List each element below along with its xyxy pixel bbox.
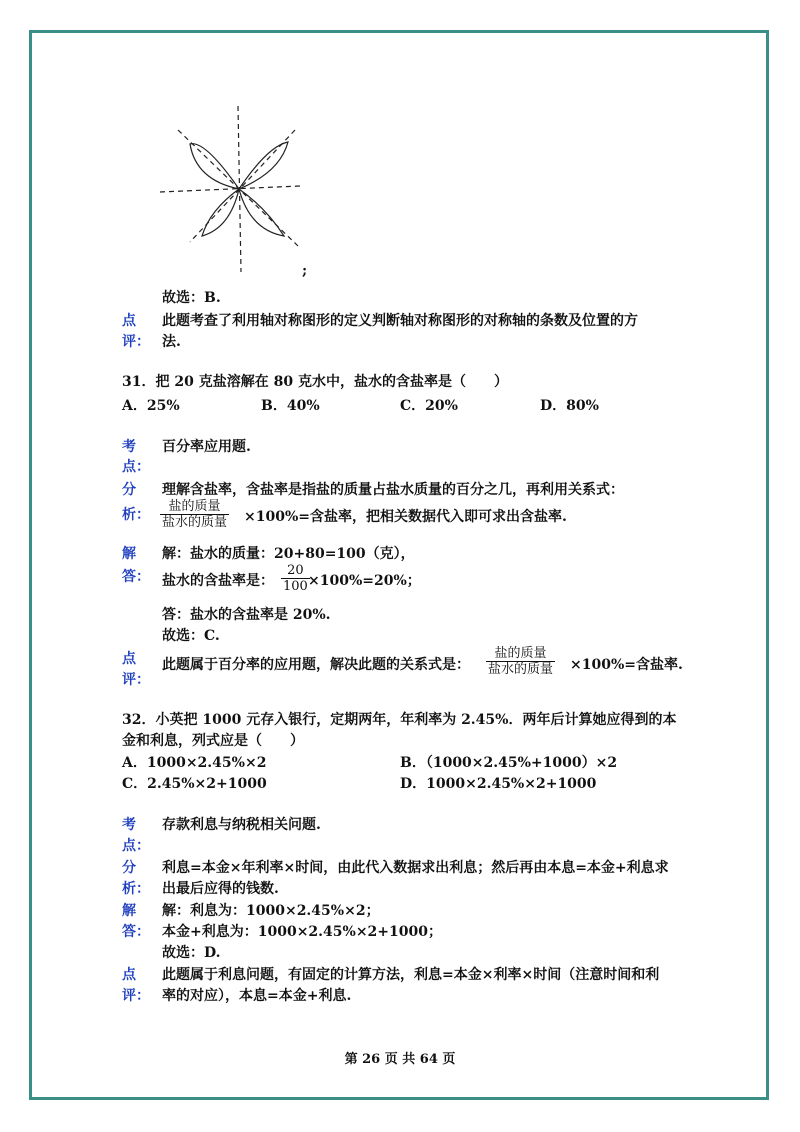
fraction-denominator: 盐水的质量 [162, 515, 228, 530]
q31-kaodian: 百分率应用题. [162, 439, 251, 455]
q31-comment-after: ×100%=含盐率. [570, 657, 683, 673]
q31-choice: 故选：C. [162, 628, 220, 644]
q30-comment-line-2: 法. [162, 334, 181, 350]
q32-fenxi-label-1: 分 [122, 860, 136, 876]
q32-comment-line-2: 率的对应），本息=本金+利息. [162, 988, 352, 1004]
q32-comment-label-2: 评： [122, 988, 150, 1004]
q31-jie-2-after: ×100%=20%； [308, 573, 421, 589]
q32-jie-2: 本金+利息为：1000×2.45%×2+1000； [162, 924, 442, 940]
q32-comment-line-1: 此题属于利息问题，有固定的计算方法，利息=本金×利率×时间（注意时间和利 [162, 967, 660, 983]
q31-kaodian-label-1: 考 [122, 439, 136, 455]
q32-jieda-label-1: 解 [122, 903, 136, 919]
q32-option-a: A．1000×2.45%×2 [122, 755, 267, 771]
q31-stem: 31．把 20 克盐溶解在 80 克水中，盐水的含盐率是（ ） [122, 374, 508, 390]
q32-kaodian-label-1: 考 [122, 817, 136, 833]
q31-jieda-label-1: 解 [122, 546, 136, 562]
q31-kaodian-label-2: 点： [122, 459, 150, 475]
q32-fenxi-label-2: 析： [122, 881, 150, 897]
q31-comment-label-2: 评： [122, 672, 150, 688]
fraction-numerator: 盐的质量 [168, 499, 221, 514]
q32-jieda-label-2: 答： [122, 924, 150, 940]
q31-fenxi-label-2: 析： [122, 507, 150, 523]
q32-fenxi-line-1: 利息=本金×年利率×时间，由此代入数据求出利息；然后再由本息=本金+利息求 [162, 860, 669, 876]
q32-fenxi-line-2: 出最后应得的钱数. [162, 881, 279, 897]
q31-comment-fraction [486, 646, 555, 677]
q32-kaodian: 存款利息与纳税相关问题. [162, 817, 321, 833]
q31-jieda-label-2: 答： [122, 569, 150, 585]
q31-comment-label-1: 点 [122, 651, 136, 667]
q32-option-b: B．（1000×2.45%+1000）×2 [400, 755, 618, 771]
page-footer: 第 26 页 共 64 页 [344, 1052, 456, 1067]
q32-comment-label-1: 点 [122, 967, 136, 983]
q30-comment-line-1: 此题考查了利用轴对称图形的定义判断轴对称图形的对称轴的条数及位置的方 [162, 313, 638, 329]
q31-fenxi-line-2: ×100%=含盐率，把相关数据代入即可求出含盐率. [244, 509, 567, 525]
q32-option-c: C．2.45%×2+1000 [122, 776, 267, 792]
q31-fenxi-line-1: 理解含盐率，含盐率是指盐的质量占盐水质量的百分之几，再利用关系式： [162, 482, 624, 498]
q31-fenxi-label-1: 分 [122, 482, 136, 498]
fraction-numerator: 盐的质量 [494, 646, 547, 661]
fraction-denominator: 100 [283, 579, 308, 594]
q31-answer: 答：盐水的含盐率是 20%. [162, 607, 331, 623]
q31-option-d: D．80% [540, 398, 599, 414]
q31-comment-before: 此题属于百分率的应用题，解决此题的关系式是： [162, 657, 470, 673]
q31-jie-2-before: 盐水的含盐率是： [162, 573, 274, 589]
fraction-numerator: 20 [287, 563, 304, 578]
q32-jie-1: 解：利息为：1000×2.45%×2； [162, 903, 380, 919]
q32-kaodian-label-2: 点： [122, 838, 150, 854]
q31-fenxi-fraction [160, 499, 229, 530]
q32-stem-line-1: 32．小英把 1000 元存入银行，定期两年，年利率为 2.45%．两年后计算她应得到的本 [122, 712, 677, 728]
q32-stem-line-2: 金和利息，列式应是（ ） [122, 733, 304, 749]
q31-jie-fraction [281, 563, 310, 594]
flower-symmetry-figure [150, 100, 310, 280]
q31-option-c: C．20% [400, 398, 458, 414]
figure-trailing-mark: ; [302, 263, 308, 279]
q31-option-b: B．40% [261, 398, 320, 414]
q32-choice: 故选：D. [162, 945, 221, 961]
q32-option-d: D．1000×2.45%×2+1000 [400, 776, 597, 792]
q31-jie-1: 解：盐水的质量：20+80=100（克）， [162, 546, 415, 562]
q30-comment-label-1: 点 [122, 313, 136, 329]
q31-option-a: A．25% [122, 398, 180, 414]
fraction-denominator: 盐水的质量 [488, 662, 554, 677]
q30-choice: 故选：B. [162, 290, 221, 306]
q30-comment-label-2: 评： [122, 334, 150, 350]
